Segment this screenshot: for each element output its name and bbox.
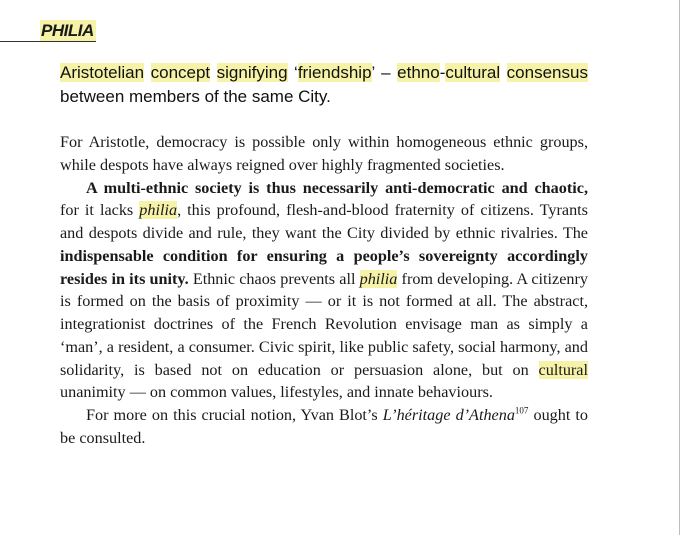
philia-term: philia xyxy=(139,201,178,220)
text-run: For more on this crucial notion, Yvan Blot’s xyxy=(86,406,383,424)
text-run: for it lacks xyxy=(60,201,140,220)
text-run: from developing. A citizenry is formed on the basis of proximity — or it is not formed at all. The abstract, integrationist doctrines of the French Revolution envisage man as simply a ‘man’, a resident, a consumer. Civic spirit, like public safety, social harmony, and solidarity, is based not on education or persuasion alone, but on xyxy=(60,269,588,379)
text-run: ought to be consulted. xyxy=(60,406,589,447)
def-word: friendship xyxy=(297,63,372,82)
footnote-ref: 107 xyxy=(514,405,529,416)
heading-rule xyxy=(0,41,40,42)
def-word: Aristotelian xyxy=(60,63,145,82)
def-quote-open: ‘ xyxy=(294,63,298,82)
def-word: cultural xyxy=(445,63,501,82)
paragraph-2 xyxy=(60,177,588,405)
body-text xyxy=(60,131,588,450)
book-title: L’héritage d’Athena xyxy=(382,406,515,424)
def-word: concept xyxy=(150,63,211,82)
page-edge-line xyxy=(679,0,680,535)
def-word: ethno xyxy=(397,63,440,82)
text-run: Ethnic chaos prevents all xyxy=(188,269,360,288)
bold-phrase: indispensable condition for ensuring a people’s sovereignty accordingly resides in its unity. xyxy=(60,246,588,288)
bold-phrase: A multi-ethnic society is thus necessarily anti-democratic and chaotic, xyxy=(86,178,588,197)
text-run: unanimity — on common values, lifestyles, and innate behaviours. xyxy=(60,383,493,402)
def-word: signifying xyxy=(216,63,288,82)
def-word: consensus xyxy=(506,63,588,82)
paragraph-3 xyxy=(60,404,588,450)
def-quote-close: ’ xyxy=(371,63,375,82)
paragraph-1: For Aristotle, democracy is possible only within homogeneous ethnic groups, while despots have always reigned over highly fragmented societies. xyxy=(60,133,588,174)
text-run: , this profound, flesh-and-blood fraternity of citizens. Tyrants and despots divide and rule, they want the City divided by ethnic rivalries. The xyxy=(60,201,588,242)
def-rest: between members of the same City. xyxy=(60,87,331,106)
def-hyphen: - xyxy=(439,63,446,82)
definition xyxy=(60,61,588,109)
entry-heading: PHILIA xyxy=(41,21,94,40)
philia-term: philia xyxy=(359,269,398,288)
cultural-term: cultural xyxy=(538,360,588,379)
def-dash: – xyxy=(374,63,398,82)
